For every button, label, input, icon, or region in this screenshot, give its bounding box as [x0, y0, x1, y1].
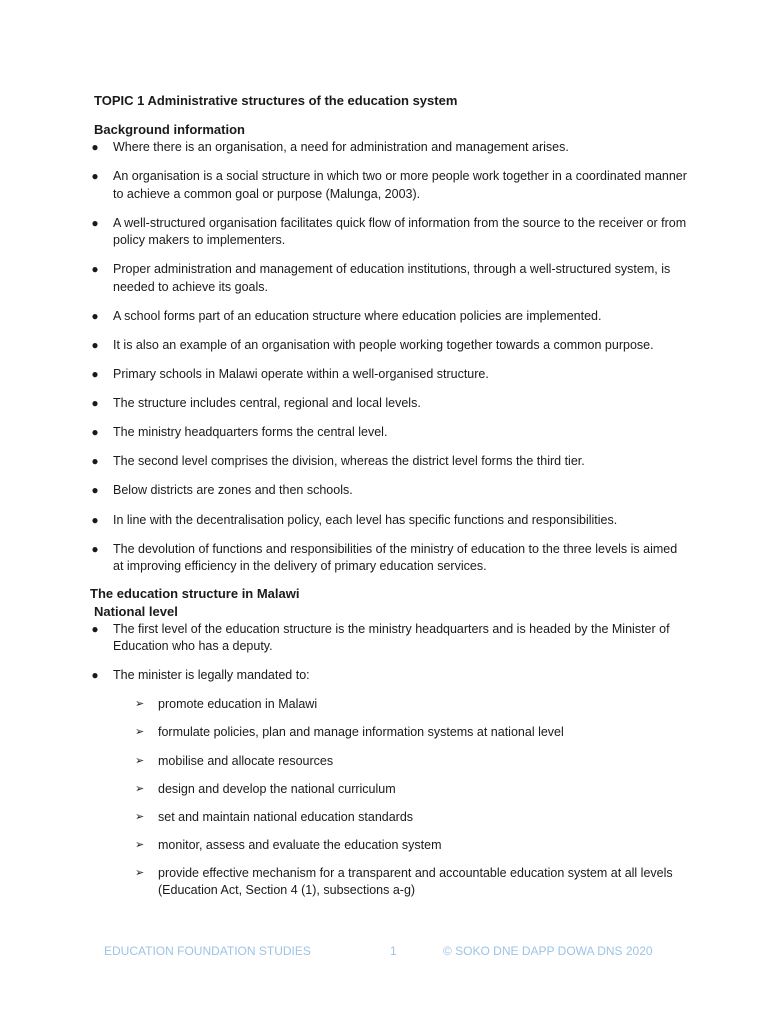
list-item: ● Proper administration and management of education institutions, through a well-structured system, is needed to achieve its goals.: [91, 262, 671, 294]
bullet-dot-icon: ●: [91, 425, 99, 440]
arrowhead-bullet-icon: ➢: [135, 810, 145, 823]
arrowhead-bullet-icon: ➢: [135, 754, 145, 767]
national-level-heading: National level: [94, 603, 178, 619]
list-item: ● The devolution of functions and responsibilities of the ministry of education to the three levels is aimed at improving efficiency in the delivery of primary education services.: [91, 541, 678, 574]
bullet-dot-icon: ●: [91, 454, 99, 469]
arrowhead-bullet-icon: ➢: [135, 698, 145, 711]
bullet-dot-icon: ●: [91, 308, 99, 323]
bullet-dot-icon: ●: [91, 541, 99, 556]
arrowhead-bullet-icon: ➢: [135, 866, 145, 879]
footer-page-number: 1: [390, 944, 397, 958]
list-item: ➢ set and maintain national education standards: [135, 809, 690, 827]
list-item: ● The minister is legally mandated to:: [90, 667, 690, 685]
bullet-dot-icon: ●: [91, 367, 99, 382]
bullet-dot-icon: ●: [91, 396, 99, 411]
list-item: ● The second level comprises the division, whereas the district level forms the third tier.: [90, 453, 690, 471]
bullet-dot-icon: ●: [91, 483, 99, 498]
page-footer: [0, 944, 768, 960]
arrowhead-bullet-icon: ➢: [135, 782, 145, 795]
structure-heading: The education structure in Malawi: [90, 585, 300, 601]
mandate-list: [135, 696, 690, 900]
list-item: ● An organisation is a social structure in which two or more people work together in a coordinated manner to achieve a common goal or purpose (Malunga, 2003).: [91, 169, 687, 201]
document-title: TOPIC 1 Administrative structures of the education system: [94, 93, 458, 108]
list-item: ● It is also an example of an organisation with people working together towards a common purpose.: [90, 337, 690, 355]
background-heading: Background information: [94, 122, 245, 137]
arrowhead-bullet-icon: ➢: [135, 838, 145, 851]
bullet-dot-icon: ●: [91, 337, 99, 352]
list-item: ➢ monitor, assess and evaluate the education system: [135, 837, 690, 855]
list-item: ➢ mobilise and allocate resources: [135, 753, 690, 771]
bullet-dot-icon: ●: [91, 621, 99, 636]
document-content: [90, 92, 690, 910]
national-list: [90, 621, 690, 685]
list-item: ➢ design and develop the national curriculum: [135, 781, 690, 799]
list-item: ➢ formulate policies, plan and manage information systems at national level: [135, 724, 690, 742]
bullet-dot-icon: ●: [91, 262, 99, 277]
bullet-dot-icon: ●: [91, 215, 99, 230]
footer-copyright: © SOKO DNE DAPP DOWA DNS 2020: [443, 944, 653, 958]
list-item: ➢ promote education in Malawi: [135, 696, 690, 714]
list-item: ● Where there is an organisation, a need for administration and management arises.: [90, 139, 690, 157]
list-item: ➢ provide effective mechanism for a transparent and accountable education system at all levels (Education Act, Section 4 (1), subsections a-g): [135, 865, 673, 898]
footer-course-name: EDUCATION FOUNDATION STUDIES: [104, 944, 311, 958]
list-item: ● Below districts are zones and then schools.: [90, 482, 690, 500]
list-item: ● The first level of the education structure is the ministry headquarters and is headed by the Minister of Education who has a deputy.: [91, 621, 670, 654]
list-item: ● A well-structured organisation facilitates quick flow of information from the source to the receiver or from policy makers to implementers.: [91, 215, 687, 248]
list-item: ● The ministry headquarters forms the central level.: [90, 424, 690, 442]
bullet-dot-icon: ●: [91, 140, 99, 154]
bullet-dot-icon: ●: [91, 512, 99, 527]
arrowhead-bullet-icon: ➢: [135, 726, 145, 739]
list-item: ● The structure includes central, regional and local levels.: [90, 395, 690, 413]
list-item: ● In line with the decentralisation policy, each level has specific functions and responsibilities.: [90, 512, 690, 530]
list-item: ● A school forms part of an education structure where education policies are implemented.: [90, 308, 690, 326]
background-list: [90, 139, 690, 576]
bullet-dot-icon: ●: [91, 169, 99, 184]
list-item: ● Primary schools in Malawi operate within a well-organised structure.: [90, 366, 690, 384]
bullet-dot-icon: ●: [91, 668, 99, 683]
